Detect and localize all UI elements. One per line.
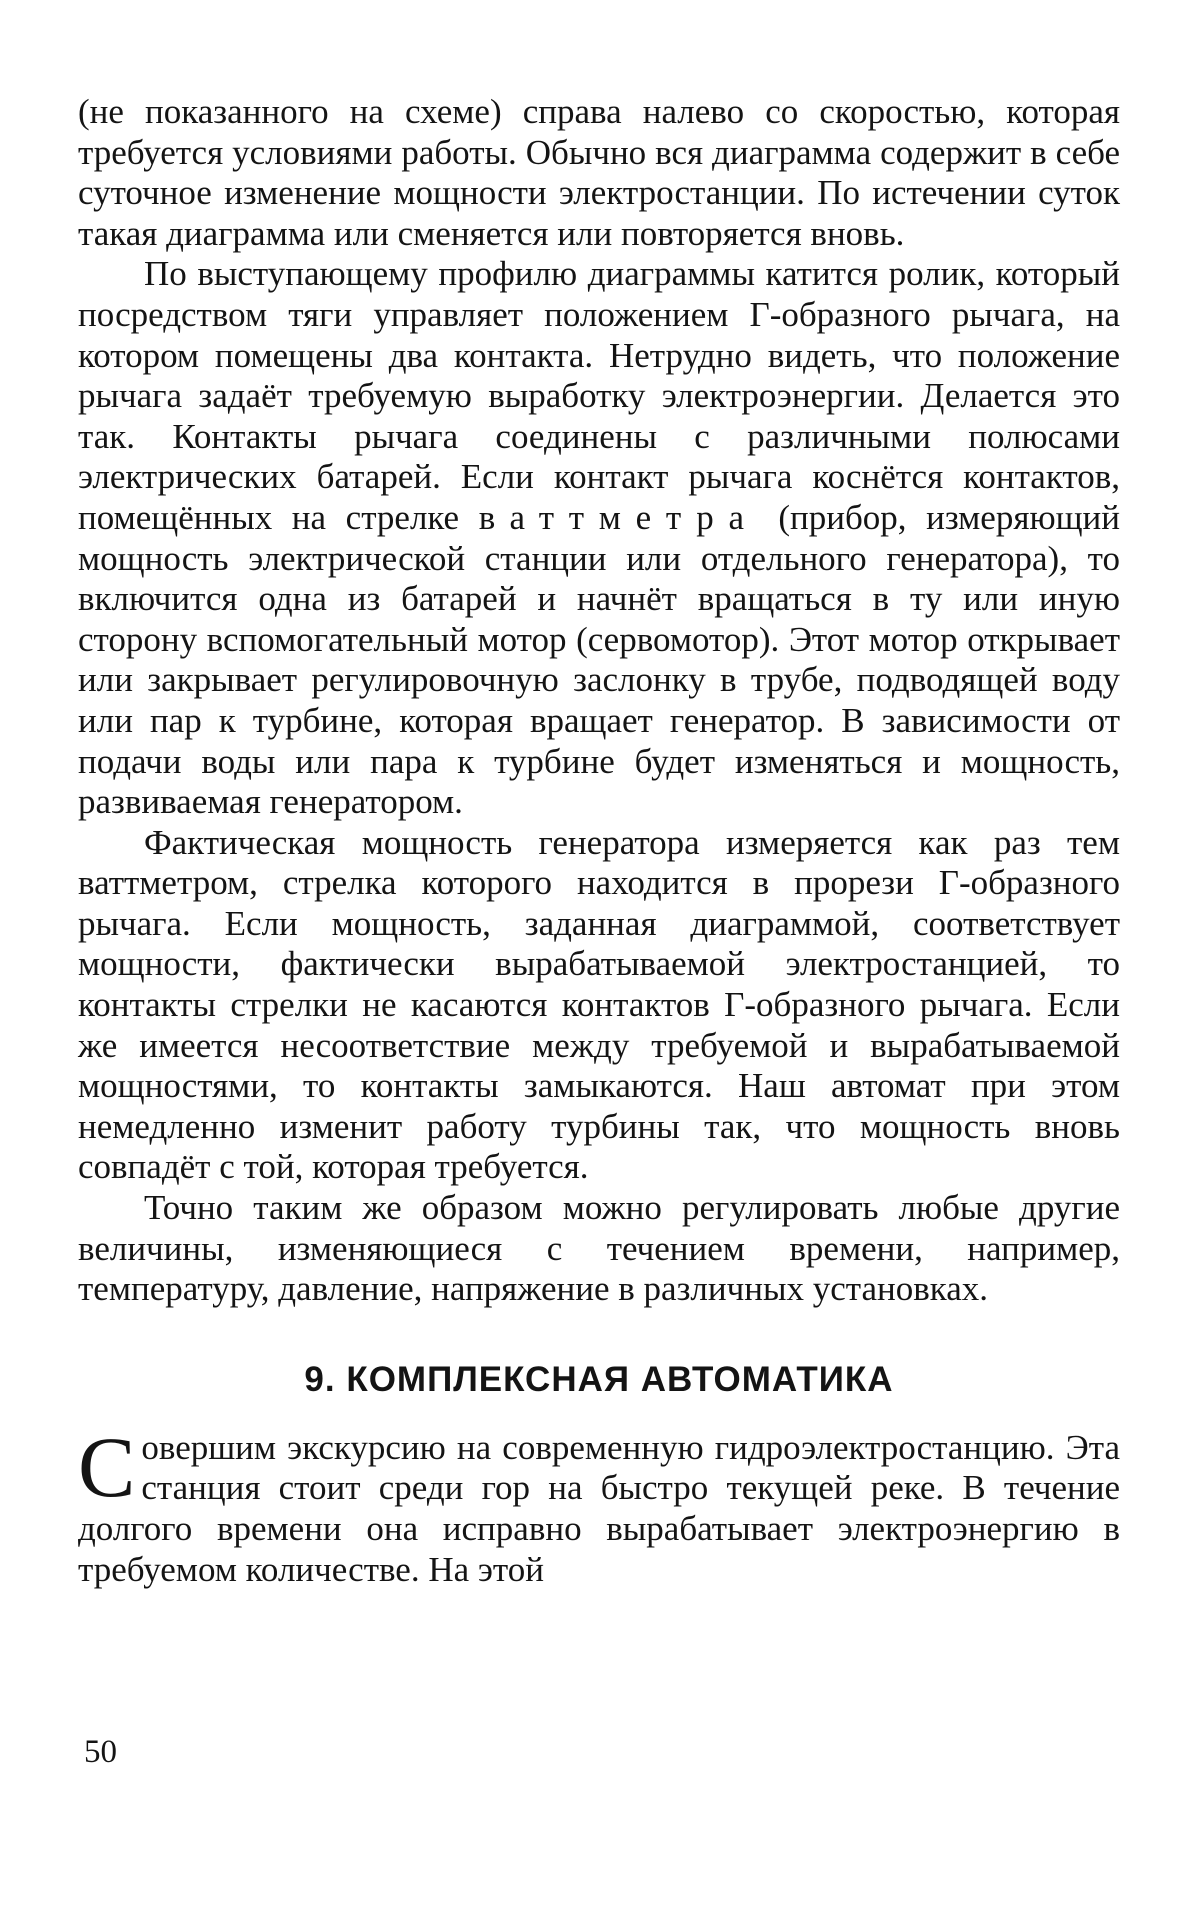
paragraph-diagram-rotation: (не показанного на схеме) справа налево со скоростью, которая требуется условиями работы. Обычно вся диаграмма содержит в себе суточное изменение мощности электростанции. По истечении суток такая диаграмма или сменяется или повторяется вновь. <box>78 92 1120 253</box>
page-number: 50 <box>84 1734 117 1770</box>
paragraph-hydro-station-text: овершим экскурсию на современную гидроэлектростанцию. Эта станция стоит среди гор на быстро текущей реке. В течение долгого времени она исправно вырабатывает электроэнергию в требуемом количестве. На этой <box>78 1427 1120 1589</box>
paragraph-roller-lever <box>78 254 1120 822</box>
drop-cap: С <box>78 1418 136 1515</box>
paragraph-hydro-station <box>78 1418 1120 1590</box>
section-heading: 9. КОМПЛЕКСНАЯ АВТОМАТИКА <box>304 1359 894 1399</box>
paragraph-roller-lever-text-end: (прибор, измеряющий мощность электрической станции или отдельного генератора), то включится одна из батарей и начнёт вращаться в ту или иную сторону вспомогательный мотор (сервомотор). Этот мотор открывает или закрывает регулировочную заслонку в трубе, подводящей воду или пар к турбине, которая вращает генератор. В зависимости от подачи воды или пара к турбине будет изменяться и мощность, развиваемая генератором. <box>78 497 1121 822</box>
paragraph-roller-lever-text-start: По выступающему профилю диаграммы катится ролик, который посредством тяги управляет положением Г-образного рычага, на котором помещены два контакта. Нетрудно видеть, что положение рычага задаёт требуемую выработку электроэнергии. Делается это так. Контакты рычага соединены с различными полюсами электрических батарей. Если контакт рычага коснётся контактов, помещённых на стрелке <box>78 254 1120 537</box>
term-wattmeter: ваттметра <box>478 497 759 537</box>
book-page <box>78 92 1120 1590</box>
paragraph-other-quantities: Точно таким же образом можно регулировать любые другие величины, изменяющиеся с течением времени, например, температуру, давление, напряжение в различных установках. <box>78 1188 1120 1309</box>
paragraph-actual-power: Фактическая мощность генератора измеряется как раз тем ваттметром, стрелка которого находится в прорези Г-образного рычага. Если мощность, заданная диаграммой, соответствует мощности, фактически вырабатываемой электростанцией, то контакты стрелки не касаются контактов Г-образного рычага. Если же имеется несоответствие между требуемой и вырабатываемой мощностями, то контакты замыкаются. Наш автомат при этом немедленно изменит работу турбины так, что мощность вновь совпадёт с той, которая требуется. <box>78 822 1120 1187</box>
